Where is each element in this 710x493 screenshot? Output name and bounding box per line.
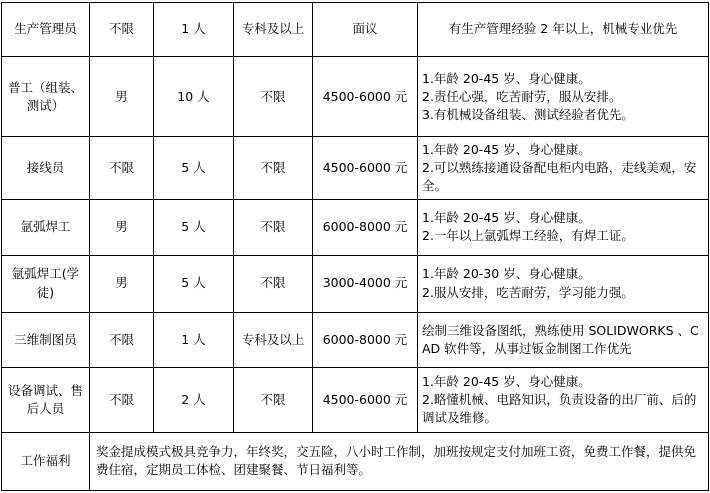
salary-cell: 面议 [313,3,418,57]
requirements-cell [418,137,709,200]
position-cell: 氩弧焊工(学徒) [2,255,90,312]
table-row [2,57,709,137]
welfare-text: 奖金提成模式极具竞争力，年终奖，交五险，八小时工作制，加班按规定支付加班工资，免费工作餐，提供免费住宿，定期员工体检、团建聚餐、节日福利等。 [90,432,709,490]
welfare-label: 工作福利 [2,432,90,490]
requirement-line: 3.有机械设备组装、测试经验者优先。 [422,106,634,122]
education-cell: 不限 [234,137,313,200]
count-cell: 5 人 [154,200,234,255]
requirement-line: 有生产管理经验 2 年以上，机械专业优先 [448,21,678,37]
gender-cell: 不限 [90,137,154,200]
table-row [2,367,709,432]
gender-cell: 不限 [90,367,154,432]
salary-cell: 4500-6000 元 [313,367,418,432]
requirements-cell [418,200,709,255]
count-cell: 5 人 [154,137,234,200]
education-cell: 不限 [234,57,313,137]
education-cell: 专科及以上 [234,312,313,367]
requirements-cell [418,57,709,137]
requirement-line: 1.年龄 20-45 岁、身心健康。 [422,210,591,226]
requirement-line: 绘制三维设备图纸，熟练使用 SOLIDWORKS 、CAD 软件等，从事过钣金制图工作优先 [422,322,699,356]
count-cell: 1 人 [154,312,234,367]
gender-cell: 不限 [90,312,154,367]
salary-cell: 6000-8000 元 [313,200,418,255]
position-cell: 普工（组装、测试） [2,57,90,137]
requirement-line: 2.一年以上氩弧焊工经验，有焊工证。 [422,228,634,244]
gender-cell: 男 [90,255,154,312]
requirement-line: 1.年龄 20-45 岁、身心健康。 [422,70,591,86]
salary-cell: 6000-8000 元 [313,312,418,367]
gender-cell: 男 [90,200,154,255]
education-cell: 不限 [234,200,313,255]
requirement-line: 1.年龄 20-45 岁、身心健康。 [422,373,591,389]
requirement-line: 1.年龄 20-30 岁、身心健康。 [422,266,591,282]
gender-cell: 不限 [90,3,154,57]
table-row [2,200,709,255]
table-row [2,255,709,312]
requirement-line: 2.略懂机械、电路知识，负责设备的出厂前、后的调试及维修。 [422,391,697,425]
table-row [2,137,709,200]
count-cell: 1 人 [154,3,234,57]
count-cell: 2 人 [154,367,234,432]
requirement-line: 2.责任心强，吃苦耐劳，服从安排。 [422,88,622,104]
count-cell: 10 人 [154,57,234,137]
position-cell: 三维制图员 [2,312,90,367]
requirements-cell [418,3,709,57]
job-table [1,2,709,491]
position-cell: 氩弧焊工 [2,200,90,255]
salary-cell: 4500-6000 元 [313,57,418,137]
requirement-line: 2.可以熟练接通设备配电柜内电路，走线美观，安全。 [422,160,697,194]
requirements-cell [418,312,709,367]
requirements-cell [418,255,709,312]
welfare-row [2,432,709,490]
position-cell: 接线员 [2,137,90,200]
salary-cell: 3000-4000 元 [313,255,418,312]
salary-cell: 4500-6000 元 [313,137,418,200]
table-row [2,3,709,57]
education-cell: 专科及以上 [234,3,313,57]
requirement-line: 1.年龄 20-45 岁、身心健康。 [422,142,591,158]
count-cell: 5 人 [154,255,234,312]
education-cell: 不限 [234,367,313,432]
requirements-cell [418,367,709,432]
gender-cell: 男 [90,57,154,137]
education-cell: 不限 [234,255,313,312]
position-cell: 设备调试、售后人员 [2,367,90,432]
position-cell: 生产管理员 [2,3,90,57]
table-row [2,312,709,367]
requirement-line: 2.服从安排，吃苦耐劳，学习能力强。 [422,284,634,300]
